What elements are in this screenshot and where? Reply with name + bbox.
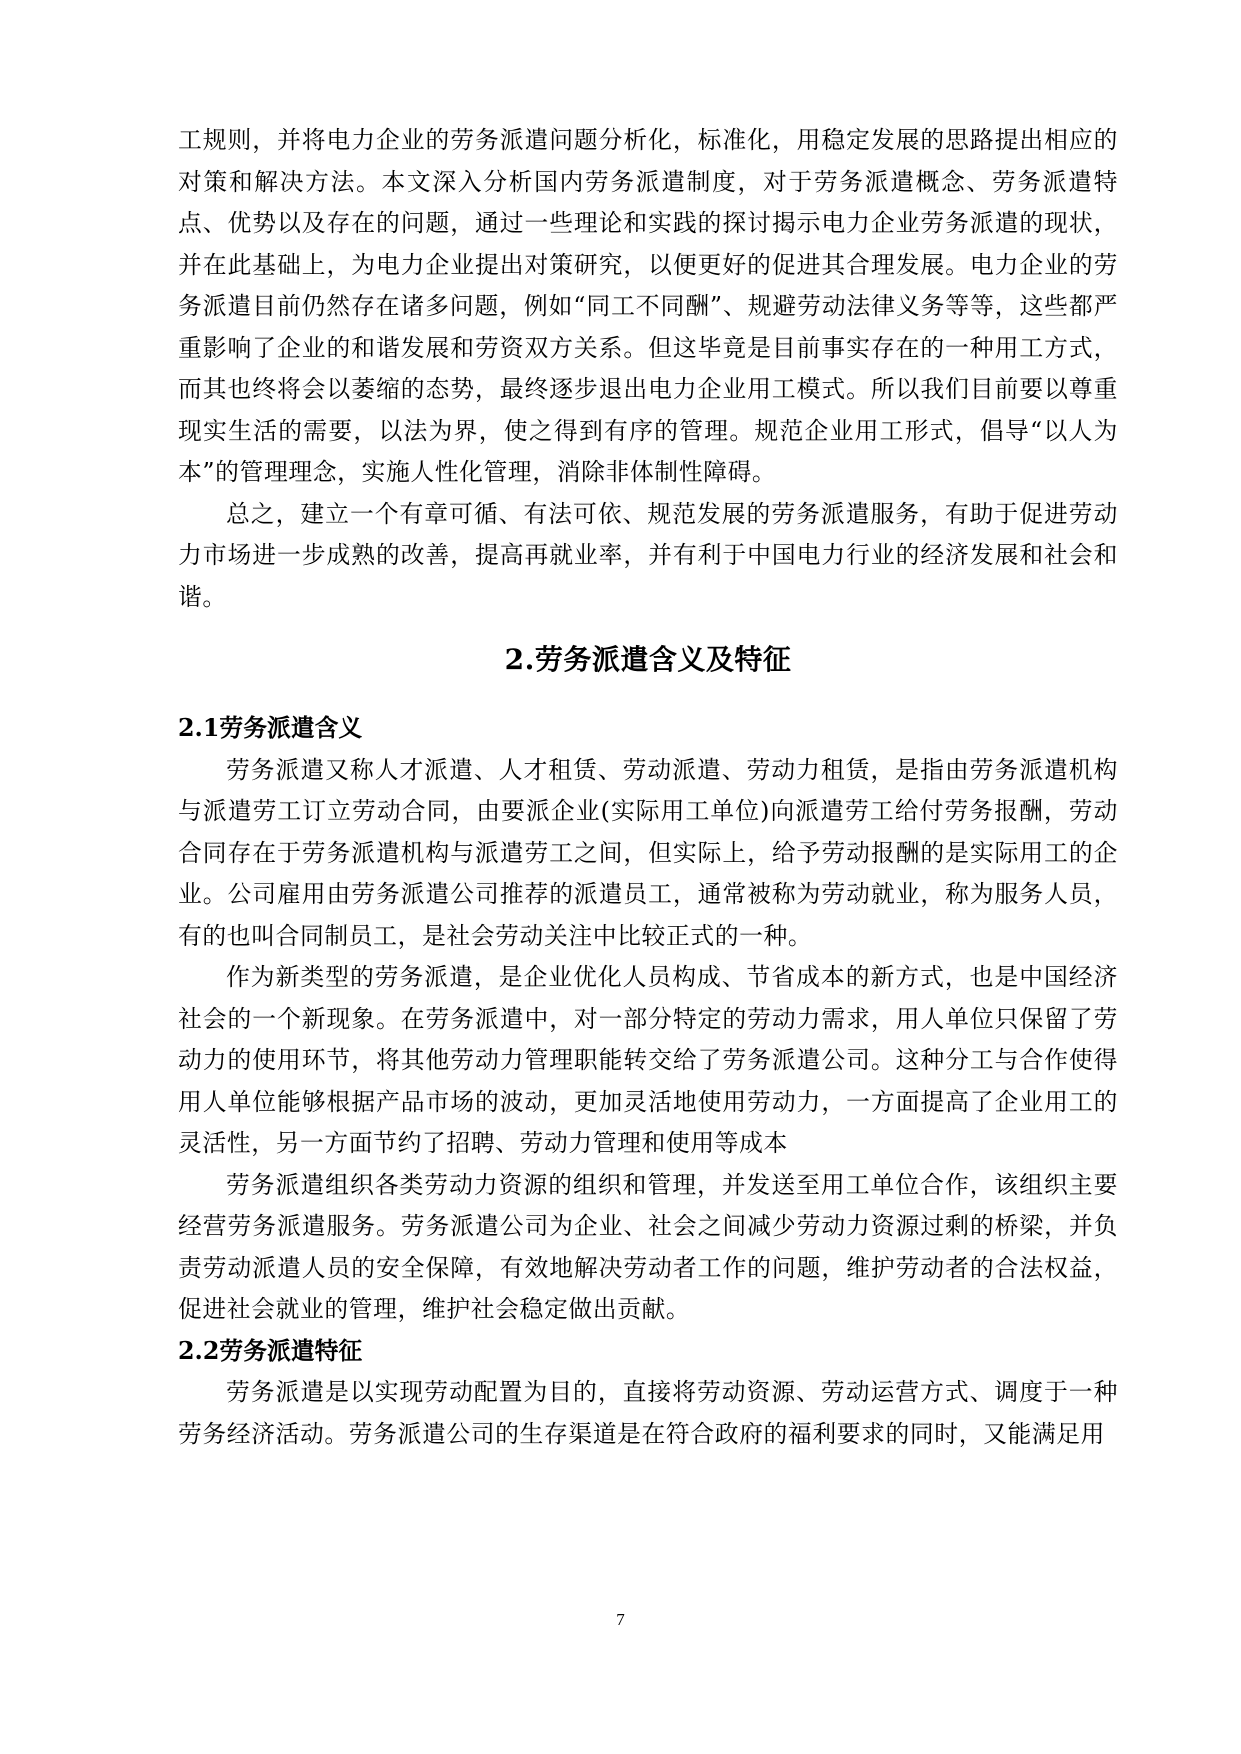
- section-title: 2.1劳务派遣含义: [178, 714, 363, 742]
- section-title: 2.2劳务派遣特征: [178, 1336, 363, 1365]
- body-paragraph: 作为新类型的劳务派遣，是企业优化人员构成、节省成本的新方式，也是中国经济社会的一个新现象。在劳务派遣中，对一部分特定的劳动力需求，用人单位只保留了劳动力的使用环节，将其他劳动力管理职能转交给了劳务派遣公司。这种分工与合作使得用人单位能够根据产品市场的波动，更加灵活地使用劳动力，一方面提高了企业用工的灵活性，另一方面节约了招聘、劳动力管理和使用等成本: [178, 963, 1118, 1157]
- body-paragraph: 总之，建立一个有章可循、有法可依、规范发展的劳务派遣服务，有助于促进劳动力市场进一步成熟的改善，提高再就业率，并有利于中国电力行业的经济发展和社会和谐。: [178, 499, 1118, 611]
- page-number: 7: [616, 1610, 625, 1629]
- body-paragraph: 劳务派遣是以实现劳动配置为目的，直接将劳动资源、劳动运营方式、调度于一种劳务经济活动。劳务派遣公司的生存渠道是在符合政府的福利要求的同时，又能满足用: [178, 1378, 1118, 1448]
- chapter-title: 2.劳务派遣含义及特征: [504, 643, 792, 676]
- body-paragraph: 工规则，并将电力企业的劳务派遣问题分析化，标准化，用稳定发展的思路提出相应的对策和解决方法。本文深入分析国内劳务派遣制度，对于劳务派遣概念、劳务派遣特点、优势以及存在的问题，通过一些理论和实践的探讨揭示电力企业劳务派遣的现状，并在此基础上，为电力企业提出对策研究，以便更好的促进其合理发展。电力企业的劳务派遣目前仍然存在诸多问题，例如“同工不同酬”、规避劳动法律义务等等，这些都严重影响了企业的和谐发展和劳资双方关系。但这毕竟是目前事实存在的一种用工方式，而其也终将会以萎缩的态势，最终逐步退出电力企业用工模式。所以我们目前要以尊重现实生活的需要，以法为界，使之得到有序的管理。规范企业用工形式，倡导“以人为本”的管理理念，实施人性化管理，消除非体制性障碍。: [178, 126, 1118, 486]
- page-body: [178, 120, 1118, 1455]
- body-paragraph: 劳务派遣组织各类劳动力资源的组织和管理，并发送至用工单位合作，该组织主要经营劳务派遣服务。劳务派遣公司为企业、社会之间减少劳动力资源过剩的桥梁，并负责劳动派遣人员的安全保障，有效地解决劳动者工作的问题，维护劳动者的合法权益，促进社会就业的管理，维护社会稳定做出贡献。: [178, 1170, 1118, 1323]
- body-paragraph: 劳务派遣又称人才派遣、人才租赁、劳动派遣、劳动力租赁，是指由劳务派遣机构与派遣劳工订立劳动合同，由要派企业(实际用工单位)向派遣劳工给付劳务报酬，劳动合同存在于劳务派遣机构与派遣劳工之间，但实际上，给予劳动报酬的是实际用工的企业。公司雇用由劳务派遣公司推荐的派遣员工，通常被称为劳动就业，称为服务人员，有的也叫合同制员工，是社会劳动关注中比较正式的一种。: [178, 755, 1118, 950]
